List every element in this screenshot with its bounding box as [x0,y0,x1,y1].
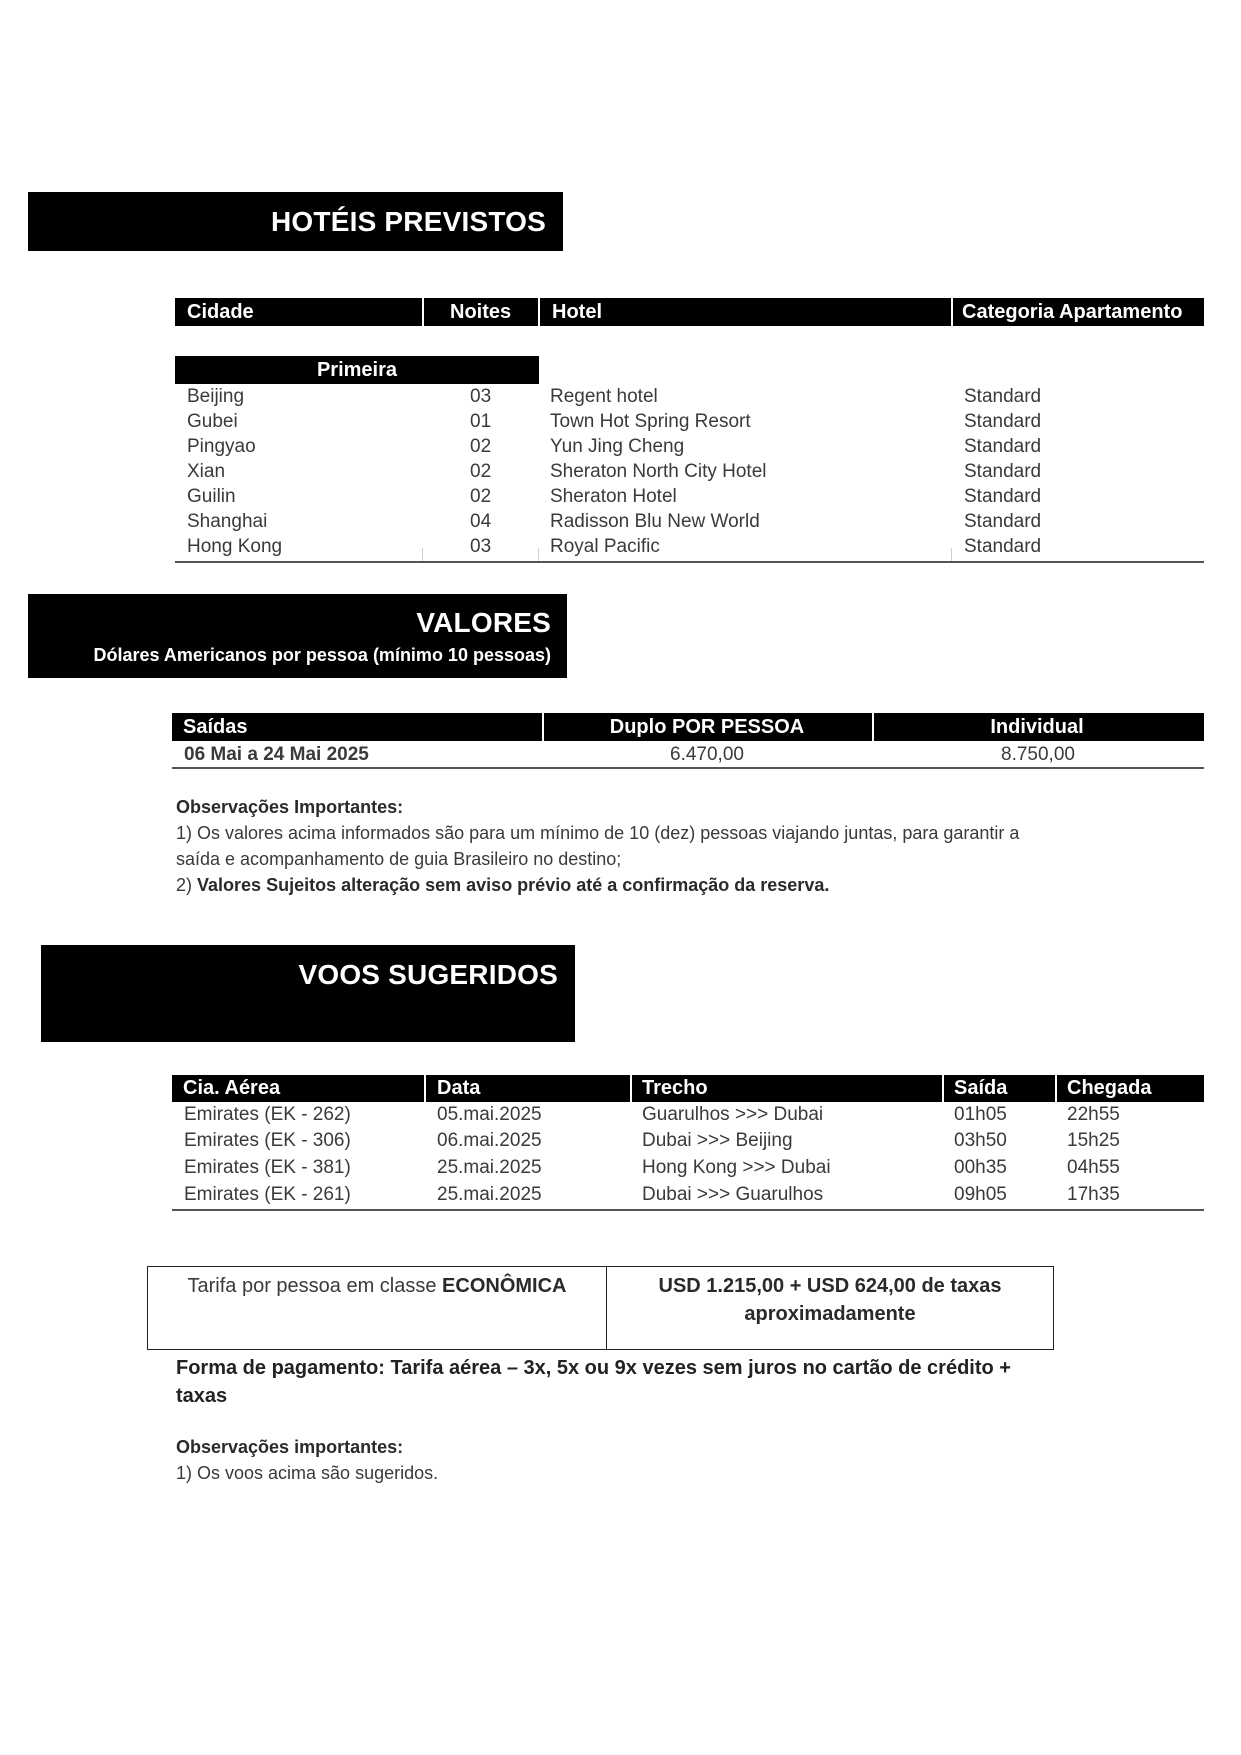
hotel-name: Sheraton North City Hotel [550,461,767,482]
flights-table-header [172,1075,1204,1102]
values-banner [28,594,567,678]
values-note-2-text: Valores Sujeitos alteração sem aviso prévio até a confirmação da reserva. [197,875,830,895]
fare-value [607,1272,1053,1328]
single-price: 8.750,00 [1001,744,1075,765]
flight-departure: 03h50 [954,1130,1007,1151]
hotel-name: Yun Jing Cheng [550,436,685,457]
flight-date: 05.mai.2025 [437,1104,542,1125]
values-notes-title: Observações Importantes: [176,797,404,817]
flights-header-divider [424,1075,426,1102]
hotel-category: Standard [964,436,1042,457]
hotel-city: Beijing [187,386,245,407]
hotels-body-divider [422,548,423,562]
fare-label-text: Tarifa por pessoa em classe [187,1275,443,1297]
flight-route: Dubai >>> Beijing [642,1130,793,1151]
hotel-nights: 04 [470,511,492,532]
hotel-city: Shanghai [187,511,268,532]
flights-header-divider [942,1075,944,1102]
flight-date: 06.mai.2025 [437,1130,542,1151]
flights-notes [176,1434,1076,1486]
hotel-category: Standard [964,511,1042,532]
flights-title: VOOS SUGERIDOS [298,959,558,990]
flights-banner [41,945,575,1042]
col-header-double: Duplo POR PESSOA [609,716,805,738]
hotels-table-bottom-rule [175,561,1204,563]
flight-airline: Emirates (EK - 381) [184,1157,351,1178]
col-header-route: Trecho [642,1077,708,1099]
hotels-header-divider [422,298,424,326]
flight-arrival: 17h35 [1067,1184,1120,1205]
hotel-name: Sheraton Hotel [550,486,677,507]
fare-label [148,1272,606,1300]
departure-dates: 06 Mai a 24 Mai 2025 [184,744,369,765]
values-notes [176,794,1176,898]
flights-table-bottom-rule [172,1209,1204,1211]
values-header-divider [872,713,874,741]
flight-route: Hong Kong >>> Dubai [642,1157,831,1178]
hotel-nights: 02 [470,461,492,482]
values-title: VALORES [416,607,551,638]
hotel-name: Royal Pacific [550,536,660,557]
fare-value-line-1: USD 1.215,00 + USD 624,00 de taxas [658,1275,1002,1297]
hotels-title: HOTÉIS PREVISTOS [271,206,546,237]
hotel-name: Radisson Blu New World [550,511,760,532]
col-header-city: Cidade [187,301,254,323]
flight-route: Guarulhos >>> Dubai [642,1104,824,1125]
col-header-hotel: Hotel [552,301,602,323]
hotel-category: Standard [964,536,1042,557]
values-note-1-line-2: saída e acompanhamento de guia Brasileiro no destino; [176,849,622,869]
col-header-date: Data [437,1077,481,1099]
flight-date: 25.mai.2025 [437,1184,542,1205]
hotel-category: Standard [964,486,1042,507]
fare-box [147,1266,1054,1350]
col-header-departure: Saída [954,1077,1008,1099]
hotel-city: Guilin [187,486,236,507]
double-price: 6.470,00 [670,744,744,765]
values-note-2-prefix: 2) [176,875,198,895]
hotel-name: Regent hotel [550,386,658,407]
flight-date: 25.mai.2025 [437,1157,542,1178]
hotel-category-label [175,356,539,384]
hotel-nights: 02 [470,436,492,457]
fare-class: ECONÔMICA [442,1275,567,1297]
values-table-bottom-rule [172,767,1204,769]
hotels-banner [28,192,563,251]
values-table-header [172,713,1204,741]
category-primeira: Primeira [316,359,398,381]
col-header-category: Categoria Apartamento [962,301,1183,323]
values-note-2 [176,872,1176,898]
payment-terms-line-1: Forma de pagamento: Tarifa aérea – 3x, 5x ou 9x vezes sem juros no cartão de crédito + [176,1357,1011,1379]
flights-note-1: 1) Os voos acima são sugeridos. [176,1463,439,1483]
payment-terms-line-2: taxas [176,1385,228,1407]
values-subtitle: Dólares Americanos por pessoa (mínimo 10 pessoas) [93,645,551,665]
hotel-nights: 01 [470,411,492,432]
hotel-category: Standard [964,461,1042,482]
col-header-departures: Saídas [183,716,248,738]
flight-departure: 00h35 [954,1157,1007,1178]
hotel-name: Town Hot Spring Resort [550,411,751,432]
hotel-nights: 03 [470,386,492,407]
hotel-nights: 02 [470,486,492,507]
hotels-header-divider [951,298,953,326]
values-note-1-line-1: 1) Os valores acima informados são para um mínimo de 10 (dez) pessoas viajando juntas, para garantir a [176,823,1020,843]
flights-header-divider [630,1075,632,1102]
col-header-airline: Cia. Aérea [183,1077,281,1099]
flight-airline: Emirates (EK - 306) [184,1130,351,1151]
hotel-category: Standard [964,386,1042,407]
flight-airline: Emirates (EK - 261) [184,1184,351,1205]
flight-route: Dubai >>> Guarulhos [642,1184,824,1205]
hotels-body-divider [538,548,539,562]
hotels-header-divider [538,298,540,326]
flights-notes-title: Observações importantes: [176,1437,404,1457]
flight-arrival: 15h25 [1067,1130,1120,1151]
hotel-city: Xian [187,461,226,482]
fare-value-line-2: aproximadamente [744,1303,916,1325]
hotels-body-divider [951,548,952,562]
hotel-city: Hong Kong [187,536,283,557]
flight-departure: 09h05 [954,1184,1007,1205]
col-header-arrival: Chegada [1067,1077,1152,1099]
col-header-single: Individual [990,716,1084,738]
payment-terms [176,1354,1076,1410]
hotel-city: Gubei [187,411,238,432]
flights-header-divider [1055,1075,1057,1102]
flight-arrival: 04h55 [1067,1157,1120,1178]
hotel-category: Standard [964,411,1042,432]
values-header-divider [542,713,544,741]
hotels-table-header [175,298,1204,326]
flight-arrival: 22h55 [1067,1104,1120,1125]
flight-departure: 01h05 [954,1104,1007,1125]
hotel-city: Pingyao [187,436,256,457]
hotel-nights: 03 [470,536,492,557]
col-header-nights: Noites [450,301,512,323]
flight-airline: Emirates (EK - 262) [184,1104,351,1125]
